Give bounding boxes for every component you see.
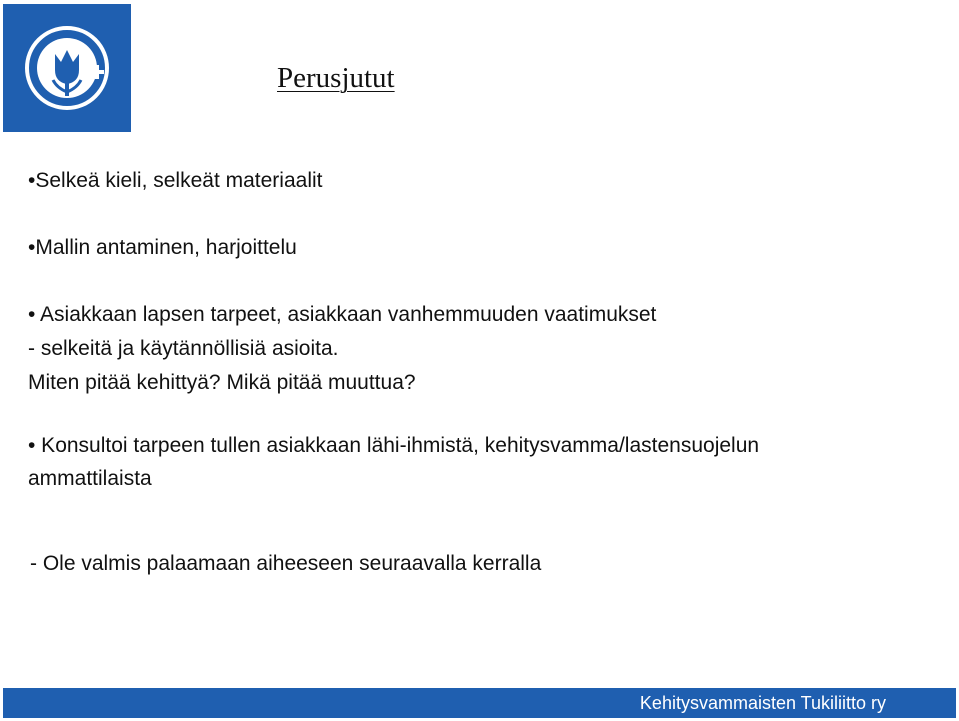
page-title: Perusjutut [277, 62, 395, 94]
sub-return-next-time: - Ole valmis palaamaan aiheeseen seuraavalla kerralla [30, 552, 542, 575]
bullet-child-needs: • Asiakkaan lapsen tarpeet, asiakkaan vanhemmuuden vaatimukset [28, 303, 657, 326]
sub-practical-matters: - selkeitä ja käytännöllisiä asioita. [28, 337, 339, 360]
bullet-modeling-practice: •Mallin antaminen, harjoittelu [28, 236, 297, 259]
tulip-emblem-icon [3, 4, 131, 132]
bullet-consult: • Konsultoi tarpeen tullen asiakkaan lähi-ihmistä, kehitysvamma/lastensuojelun [28, 434, 760, 457]
bullet-consult-continuation: ammattilaista [28, 467, 152, 490]
question-line: Miten pitää kehittyä? Mikä pitää muuttua? [28, 371, 416, 394]
footer-bar [3, 688, 956, 718]
bullet-clear-language: •Selkeä kieli, selkeät materiaalit [28, 169, 323, 192]
logo-box [3, 4, 131, 132]
footer-organization: Kehitysvammaisten Tukiliitto ry [639, 693, 886, 713]
